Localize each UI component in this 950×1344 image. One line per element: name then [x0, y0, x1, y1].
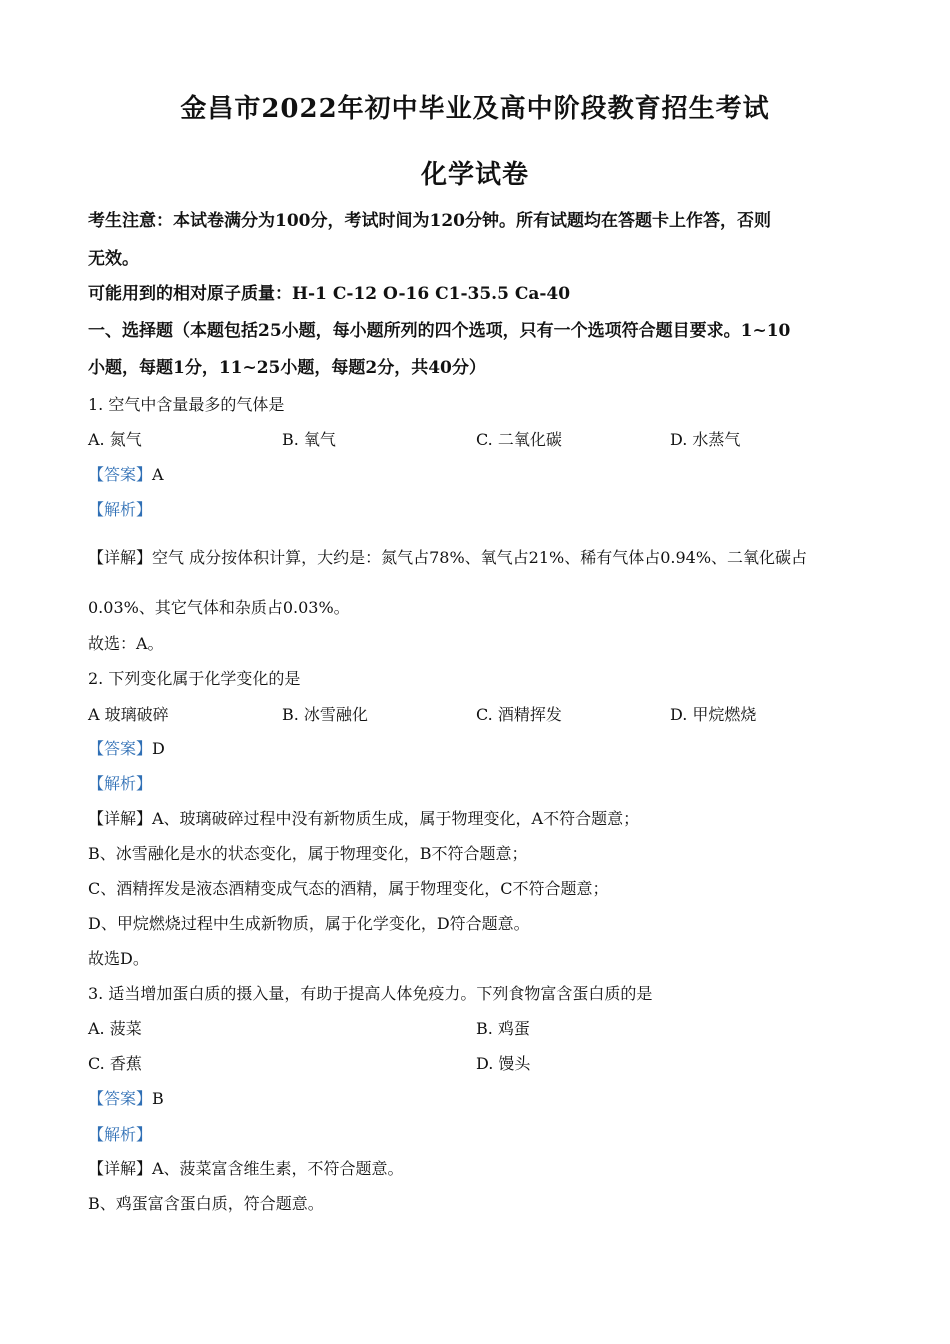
question-2-detail-4: D、甲烷燃烧过程中生成新物质，属于化学变化，D符合题意。	[88, 914, 530, 933]
section-heading-line-2: 小题，每题1分，11~25小题，每题2分，共40分）	[88, 358, 486, 378]
question-3-stem: 3. 适当增加蛋白质的摄入量，有助于提高人体免疫力。下列食物富含蛋白质的是	[88, 984, 653, 1003]
notice-line-2: 无效。	[88, 249, 139, 269]
question-3-option-a: A. 菠菜	[88, 1019, 142, 1038]
question-1-option-c: C. 二氧化碳	[476, 430, 562, 449]
question-2-stem: 2. 下列变化属于化学变化的是	[88, 669, 301, 688]
answer-tag: 【答案】	[88, 1089, 153, 1108]
answer-value: B	[152, 1089, 164, 1108]
question-3-analysis-tag: 【解析】	[88, 1125, 153, 1144]
question-2-detail-5: 故选D。	[88, 949, 149, 968]
question-1-answer	[88, 464, 868, 486]
exam-title: 金昌市2022年初中毕业及高中阶段教育招生考试	[180, 94, 770, 124]
answer-tag: 【答案】	[88, 739, 153, 758]
question-2-option-a: A 玻璃破碎	[88, 705, 169, 724]
question-2-option-c: C. 酒精挥发	[476, 705, 562, 724]
question-1-option-a: A. 氮气	[88, 430, 142, 449]
question-2-option-d: D. 甲烷燃烧	[670, 705, 757, 724]
notice-line-1: 考生注意：本试卷满分为100分，考试时间为120分钟。所有试题均在答题卡上作答，否则	[88, 211, 771, 231]
question-2-detail-1: 【详解】A、玻璃破碎过程中没有新物质生成，属于物理变化，A不符合题意；	[88, 809, 640, 828]
section-heading-line-1: 一、选择题（本题包括25小题，每小题所列的四个选项，只有一个选项符合题目要求。1~10	[88, 321, 791, 341]
question-1-analysis-tag: 【解析】	[88, 500, 153, 519]
question-3-answer	[88, 1088, 868, 1110]
question-3-option-d: D. 馒头	[476, 1054, 531, 1073]
exam-subtitle: 化学试卷	[420, 160, 529, 190]
question-2-detail-3: C、酒精挥发是液态酒精变成气态的酒精，属于物理变化，C不符合题意；	[88, 879, 609, 898]
question-1-detail-2: 0.03%、其它气体和杂质占0.03%。	[88, 598, 350, 617]
answer-value: A	[152, 465, 164, 484]
question-1-detail-3: 故选：A。	[88, 634, 164, 653]
question-1-detail-1: 【详解】空气 成分按体积计算，大约是：氮气占78%、氧气占21%、稀有气体占0.94%、二氧化碳占	[88, 548, 808, 567]
question-2-answer	[88, 738, 868, 760]
question-1-option-b: B. 氧气	[282, 430, 336, 449]
question-2-detail-2: B、冰雪融化是水的状态变化，属于物理变化，B不符合题意；	[88, 844, 528, 863]
question-3-detail-1: 【详解】A、菠菜富含维生素，不符合题意。	[88, 1159, 404, 1178]
atomic-mass-line: 可能用到的相对原子质量：H-1 C-12 O-16 C1-35.5 Ca-40	[88, 284, 571, 304]
question-1-stem: 1. 空气中含量最多的气体是	[88, 395, 285, 414]
question-3-detail-2: B、鸡蛋富含蛋白质，符合题意。	[88, 1194, 324, 1213]
question-1-option-d: D. 水蒸气	[670, 430, 741, 449]
question-2-option-b: B. 冰雪融化	[282, 705, 368, 724]
question-3-option-c: C. 香蕉	[88, 1054, 142, 1073]
answer-value: D	[152, 739, 165, 758]
question-2-analysis-tag: 【解析】	[88, 774, 153, 793]
question-3-option-b: B. 鸡蛋	[476, 1019, 530, 1038]
answer-tag: 【答案】	[88, 465, 153, 484]
